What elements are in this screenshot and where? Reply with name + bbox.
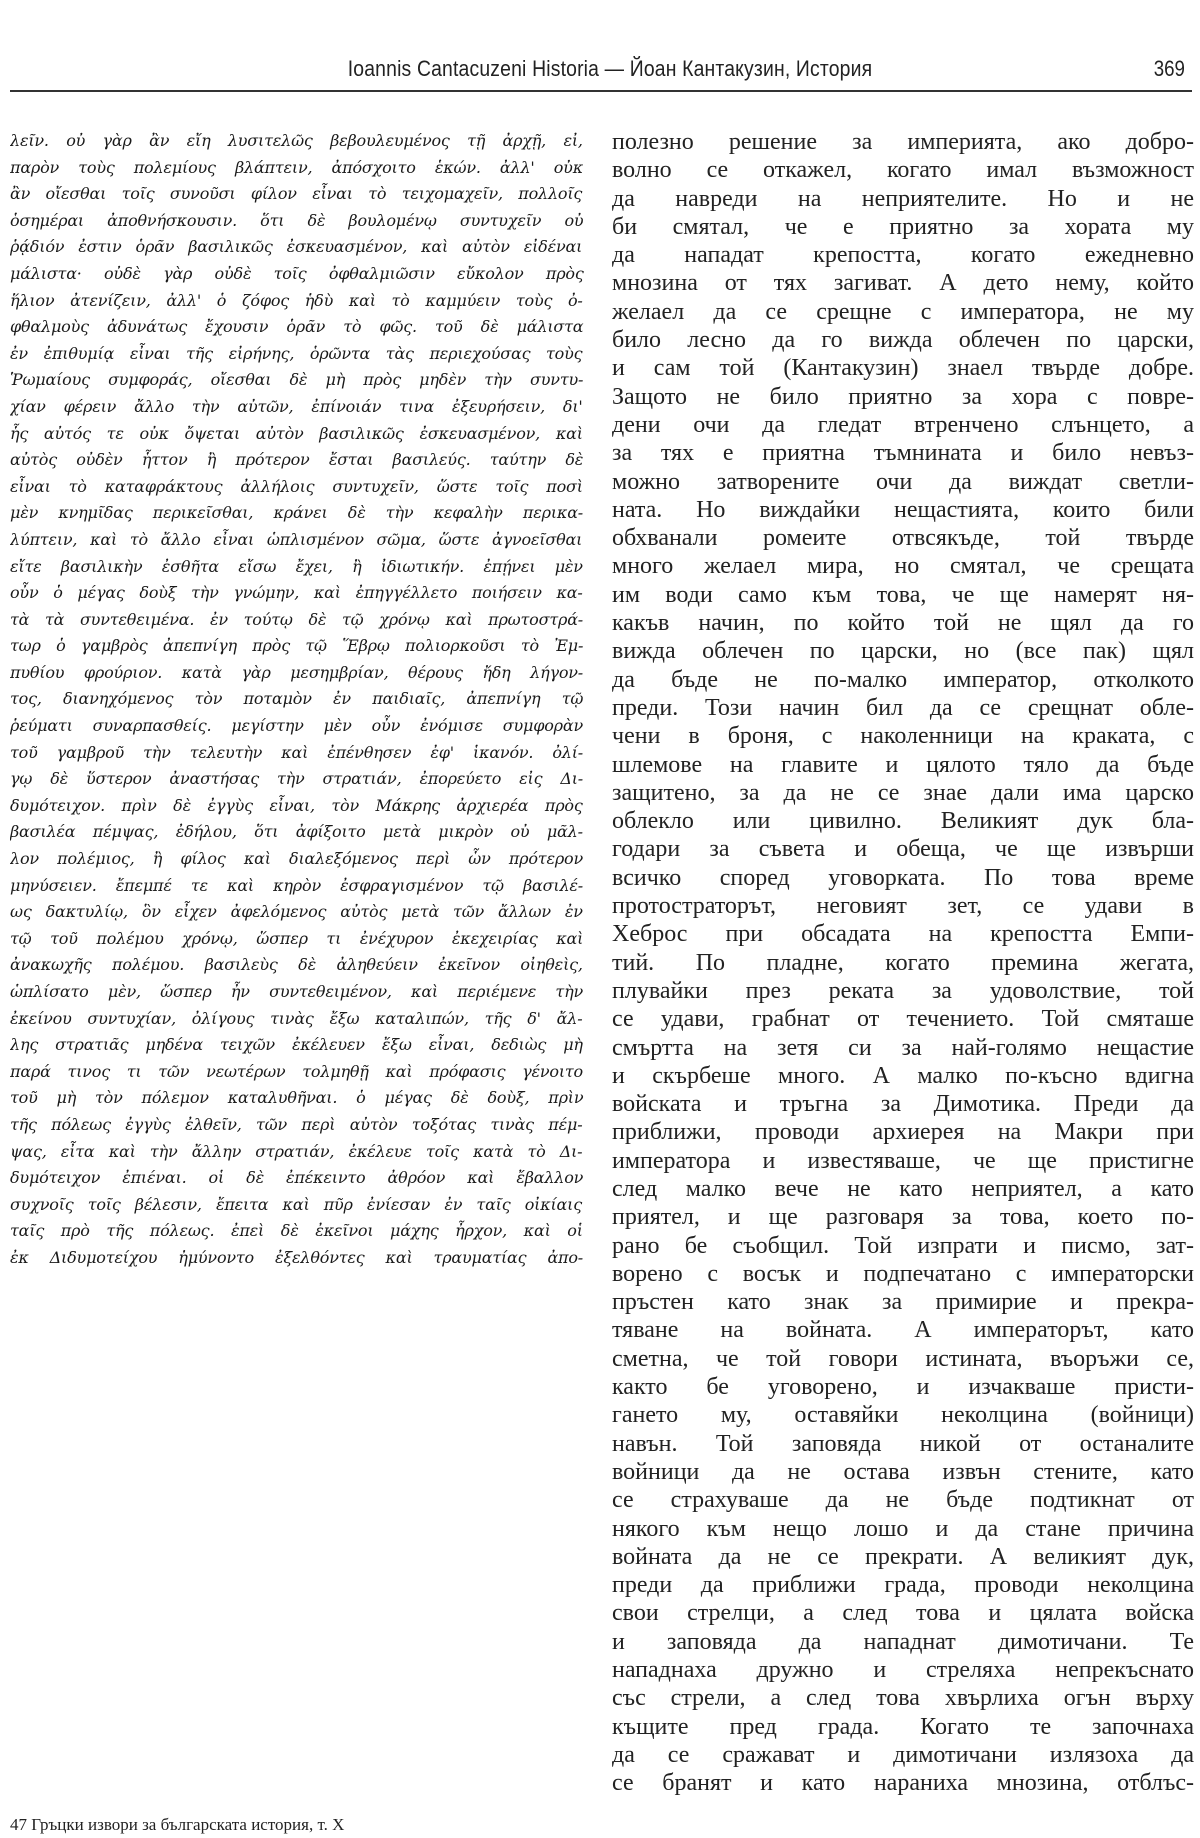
bulgarian-text-line: някого към нещо лошо и да стане причина xyxy=(612,1515,1194,1542)
bulgarian-text-line: със стрели, а след това хвърлиха огън върху xyxy=(612,1685,1194,1712)
bulgarian-text-line: нападнаха дружно и стреляха непрекъснато xyxy=(612,1657,1194,1684)
greek-text-line: μηνύσειεν. ἔπεμπέ τε καὶ κηρὸν ἐσφραγισμένον τῷ βασιλέ- xyxy=(10,875,583,895)
greek-text-line: δυμότειχον. πρὶν δὲ ἐγγὺς εἶναι, τὸν Μάκρης ἀρχιερέα πρὸς xyxy=(10,795,583,815)
bulgarian-text-line: смъртта на зетя си за най-голямо нещастие xyxy=(612,1034,1194,1061)
bulgarian-text-line: Защото не било приятно за хора с повре- xyxy=(612,383,1194,410)
bulgarian-text-line: всичко според уговорката. По това време xyxy=(612,864,1194,891)
bulgarian-text-line: императора и известяваше, че ще пристигне xyxy=(612,1147,1194,1174)
greek-text-line: οὖν ὁ μέγας δοὺξ τὴν γνώμην, καὶ ἐπηγγέλλετο ποιήσειν κα- xyxy=(10,583,583,603)
greek-text-line: εἶναι τὸ καταφράκτους ἀλλήλοις συντυχεῖν, ὥστε τοῖς ποσὶ xyxy=(10,476,583,496)
bulgarian-text-line: къщите пред града. Когато те започнаха xyxy=(612,1713,1194,1740)
bulgarian-text-line: да бъде не по-малко император, отколкото xyxy=(612,666,1194,693)
greek-text-line: ταῖς πρὸ τῆς πόλεως. ἐπεὶ δὲ ἐκεῖνοι μάχης ἦρχον, καὶ οἱ xyxy=(10,1221,583,1241)
header-title: Ioannis Cantacuzeni Historia — Йоан Кантакузин, История xyxy=(347,56,873,81)
bulgarian-text-line: сметна, че той говори истината, въоръжи се, xyxy=(612,1345,1194,1372)
running-header xyxy=(0,52,1200,86)
greek-text-line: ἐκ Διδυμοτείχου ἠμύνοντο ἐξελθόντες καὶ τραυματίας ἀπο- xyxy=(10,1247,584,1267)
bulgarian-text-line: за тях е приятна тъмнината и било невъз- xyxy=(612,440,1194,467)
greek-text-line: δυμότειχον ἐπιέναι. οἱ δὲ ἐπέκειντο ἀθρόον καὶ ἔβαλλον xyxy=(10,1168,584,1188)
bulgarian-text-line: пръстен като знак за примирие и прекра- xyxy=(612,1289,1194,1316)
bulgarian-text-line: облекло или цивилно. Великият дук бла- xyxy=(612,808,1194,835)
greek-text-line: ως δακτυλίῳ, ὃν εἶχεν ἀφελόμενος αὐτὸς μετὰ τῶν ἄλλων ἐν xyxy=(10,902,583,922)
bulgarian-text-line: обхванали ромеите отвсякъде, той твърде xyxy=(612,525,1194,552)
bulgarian-text-line: се удави, грабнат от течението. Той смяташе xyxy=(612,1006,1194,1033)
greek-text-line: ῥεύματι συναρπασθείς. μεγίστην μὲν οὖν ἐνόμισε συμφορὰν xyxy=(10,716,584,736)
greek-text-line: λον πολέμιος, ἢ φίλος καὶ διαλεξόμενος περὶ ὧν πρότερον xyxy=(10,849,584,869)
bulgarian-text-line: се бранят и като нараниха мнозина, отблъс- xyxy=(612,1770,1194,1797)
bulgarian-text-line: войници да не остава извън стените, като xyxy=(612,1458,1194,1485)
greek-text-line: ῥᾴδιόν ἐστιν ὁρᾶν βασιλικῶς ἐσκευασμένον, καὶ αὐτὸν εἰδέναι xyxy=(10,237,583,257)
greek-text-line: ἂν οἴεσθαι τοῖς συνοῦσι φίλον εἶναι τὸ τειχομαχεῖν, πολλοῖς xyxy=(10,184,583,204)
bulgarian-text-line: много желаел мира, но смятал, че срещата xyxy=(612,553,1194,580)
bulgarian-text-line: би смятал, че е приятно за хората му xyxy=(612,213,1194,240)
greek-text-line: λης στρατιᾶς μηδένα τειχῶν ἐκέλευεν ἔξω εἶναι, δεδιὼς μὴ xyxy=(10,1035,583,1055)
bulgarian-text-line: приятел, и ще разговаря за това, което по- xyxy=(612,1204,1194,1231)
greek-text-line: τῆς πόλεως ἐγγὺς ἐλθεῖν, τῶν περὶ αὐτὸν τοξότας τινὰς πέμ- xyxy=(10,1114,583,1134)
bulgarian-text-line: гането му, оставяйки неколцина (войници) xyxy=(612,1402,1194,1429)
bulgarian-text-line: и заповяда да нападнат димотичани. Те xyxy=(612,1628,1194,1655)
greek-text-line: ψας, εἶτα καὶ τὴν ἄλλην στρατιάν, ἐκέλευε τοῖς κατὰ τὸ Δι- xyxy=(10,1141,583,1161)
greek-text-line: ἐν ἐπιθυμίᾳ εἶναι τῆς εἰρήνης, ὁρῶντα τὰς περιεχούσας τοὺς xyxy=(10,343,583,363)
bulgarian-text-line: вижда облечен по царски, но (все пак) щял xyxy=(612,638,1194,665)
greek-text-line: ἐκείνου συντυχίαν, ὀλίγους τινὰς ἔξω καταλιπών, τῆς δ' ἄλ- xyxy=(10,1008,583,1028)
greek-text-line: τῷ τοῦ πολέμου χρόνῳ, ὥσπερ τι ἐνέχυρον ἐκεχειρίας καὶ xyxy=(10,928,584,948)
bulgarian-text-line: след малко вече не като неприятел, а като xyxy=(612,1175,1194,1202)
bulgarian-text-line: войната да не се прекрати. А великият дук, xyxy=(612,1543,1194,1570)
bulgarian-text-line: и сам той (Кантакузин) знаел твърде добре. xyxy=(612,355,1194,382)
bulgarian-text-line: дени очи да гледат втренчено слънцето, а xyxy=(612,411,1194,438)
bulgarian-text-line: и скърбеше много. А малко по-късно вдигна xyxy=(612,1062,1194,1089)
bulgarian-text-line: било лесно да го вижда облечен по царски, xyxy=(612,327,1194,354)
bulgarian-text-line: волно се откажел, когато имал възможност xyxy=(612,157,1194,184)
greek-text-line: ἧς αὐτός τε οὐκ ὄψεται αὐτὸν βασιλικῶς ἐσκευασμένον, καὶ xyxy=(10,423,583,443)
bulgarian-text-line: какъв начин, по който той не щял да го xyxy=(612,610,1194,637)
bulgarian-text-line: рано бе съобщил. Той изпрати и писмо, зат- xyxy=(612,1232,1194,1259)
greek-text-line: ὁσημέραι ἀποθνήσκουσιν. ὅτι δὲ βουλομένῳ συντυχεῖν οὐ xyxy=(10,210,584,230)
bulgarian-text-line: както бе уговорено, и изчакваше присти- xyxy=(612,1374,1194,1401)
greek-text-line: συχνοῖς τοῖς βέλεσιν, ἔπειτα καὶ πῦρ ἐνίεσαν ἐν ταῖς οἰκίαις xyxy=(10,1194,583,1214)
bulgarian-text-line: свои стрелци, а след това и цялата войска xyxy=(612,1600,1194,1627)
greek-text-line: ἀνακωχῆς πολέμου. βασιλεὺς δὲ ἀληθεύειν ἐκεῖνον οἰηθεὶς, xyxy=(10,955,583,975)
bulgarian-text-line: чени в броня, с наколенници на краката, с xyxy=(612,723,1194,750)
greek-text-line: μάλιστα· οὐδὲ γὰρ οὐδὲ τοῖς ὀφθαλμιῶσιν εὔκολον πρὸς xyxy=(10,263,584,283)
bulgarian-text-line: ворено с восък и подпечатано с императорски xyxy=(612,1260,1194,1287)
bulgarian-text-line: преди да приближи града, проводи неколцина xyxy=(612,1572,1194,1599)
bulgarian-text-line: преди. Този начин бил да се срещнат обле- xyxy=(612,694,1194,721)
bulgarian-text-line: желаел да се срещне с императора, не му xyxy=(612,298,1194,325)
greek-text-line: ἥλιον ἀτενίζειν, ἀλλ' ὁ ζόφος ἡδὺ καὶ τὸ καμμύειν τοὺς ὀ- xyxy=(10,290,583,310)
greek-text-line: τοῦ γαμβροῦ τὴν τελευτὴν καὶ ἐπένθησεν ἐφ' ἱκανόν. ὀλί- xyxy=(10,742,584,762)
bulgarian-text-line: полезно решение за империята, ако добро- xyxy=(612,129,1194,155)
bulgarian-translation-column xyxy=(612,128,1194,1798)
bulgarian-text-line: ната. Но виждайки нещастията, които били xyxy=(612,496,1194,523)
bulgarian-text-line: навън. Той заповяда никой от останалите xyxy=(612,1430,1194,1457)
greek-text-line: τωρ ὁ γαμβρὸς ἀπεπνίγη πρὸς τῷ Ἕβρῳ πολιορκοῦσι τὸ Ἐμ- xyxy=(10,636,584,656)
bulgarian-text-line: защитено, за да не се знае дали има царско xyxy=(612,779,1194,806)
bulgarian-text-line: се страхуваше да не бъде подтикнат от xyxy=(612,1487,1194,1514)
greek-text-line: τος, διανηχόμενος τὸν ποταμὸν ἐν παιδιαῖς, ἀπεπνίγη τῷ xyxy=(10,689,584,709)
greek-text-line: Ῥωμαίους συμφοράς, οἴεσθαι δὲ μὴ πρὸς μηδὲν τὴν συντυ- xyxy=(10,370,584,390)
page-number: 369 xyxy=(1154,56,1186,81)
bulgarian-text-line: плувайки през реката за удоволствие, той xyxy=(612,977,1194,1004)
bulgarian-text-line: годари за съвета и обеща, че ще извърши xyxy=(612,836,1194,863)
greek-text-line: λεῖν. οὐ γὰρ ἂν εἴη λυσιτελῶς βεβουλευμένος τῇ ἀρχῇ, εἰ, xyxy=(10,131,583,150)
bulgarian-text-line: протостраторът, неговият зет, се удави в xyxy=(612,893,1194,920)
greek-text-line: γῳ δὲ ὕστερον ἀναστήσας τὴν στρατιάν, ἐπορεύετο εἰς Δι- xyxy=(10,769,584,789)
bulgarian-text-line: им води само към това, че ще намерят ня- xyxy=(612,581,1194,608)
bulgarian-text-line: да нападат крепостта, когато ежедневно xyxy=(612,242,1194,269)
bulgarian-text-line: Хеброс при обсадата на крепостта Емпи- xyxy=(612,921,1194,948)
footer-signature: 47 Гръцки извори за българската история, т. X xyxy=(10,1815,345,1834)
bulgarian-text-line: можно затворените очи да виждат светли- xyxy=(612,468,1194,495)
greek-text-line: εἴτε βασιλικὴν ἐσθῆτα εἴσω ἔχει, ἢ ἰδιωτικήν. ἐπῄνει μὲν xyxy=(10,556,583,576)
bulgarian-text-line: мнозина от тях загиват. А дето нему, който xyxy=(612,270,1194,297)
greek-text-line: παρὸν τοὺς πολεμίους βλάπτειν, ἀπόσχοιτο ἑκών. ἀλλ' οὐκ xyxy=(10,157,583,177)
bulgarian-text-line: шлемове на главите и цялото тяло да бъде xyxy=(612,751,1194,778)
bulgarian-text-line: войската и тръгна за Димотика. Преди да xyxy=(612,1091,1194,1118)
header-rule xyxy=(10,90,1192,92)
bulgarian-text-line: да се сражават и димотичани излязоха да xyxy=(612,1741,1194,1768)
greek-text-line: χίαν φέρειν ἄλλο τὴν αὐτῶν, ἐπίνοιάν τινα ἐξευρήσειν, δι' xyxy=(10,396,583,416)
greek-text-line: βασιλέα πέμψας, ἐδήλου, ὅτι ἀφίξοιτο μετὰ μικρὸν οὐ μᾶλ- xyxy=(10,822,583,842)
bulgarian-text-line: да навреди на неприятелите. Но и не xyxy=(612,185,1194,212)
greek-text-line: πυθίου φρούριον. κατὰ γὰρ μεσημβρίαν, θέρους ἤδη λήγον- xyxy=(10,662,584,682)
greek-text-line: φθαλμοὺς ἀδυνάτως ἔχουσιν ὁρᾶν τὸ φῶς. τοῦ δὲ μάλιστα xyxy=(10,317,584,337)
bulgarian-text-line: приближи, проводи архиерея на Макри при xyxy=(612,1119,1194,1146)
greek-text-column xyxy=(10,128,594,1272)
greek-text-line: μὲν κνημῖδας περικεῖσθαι, κράνει δὲ τὴν κεφαλὴν περικα- xyxy=(10,503,584,523)
greek-text-line: ὡπλίσατο μὲν, ὥσπερ ἦν συντεθειμένον, καὶ περιέμενε τὴν xyxy=(10,982,584,1001)
greek-text-line: λύπτειν, καὶ τὸ ἄλλο εἶναι ὡπλισμένον σῶμα, ὥστε ἀγνοεῖσθαι xyxy=(10,529,583,549)
greek-text-line: τὰ τὰ συντεθειμένα. ἐν τούτῳ δὲ τῷ χρόνῳ καὶ πρωτοστρά- xyxy=(10,609,584,629)
bulgarian-text-line: тяване на войната. А императорът, като xyxy=(612,1317,1194,1344)
greek-text-line: αὐτὸς οὐδὲν ἧττον ἢ πρότερον ἔσται βασιλεύς. ταύτην δὲ xyxy=(10,450,584,470)
greek-text-line: παρά τινος τι τῶν νεωτέρων τολμηθῇ καὶ πρόφασις γένοιτο xyxy=(10,1061,583,1081)
greek-text-line: τοῦ μὴ τὸν πόλεμον καταλυθῆναι. ὁ μέγας δὲ δοὺξ, πρὶν xyxy=(10,1088,584,1108)
bulgarian-text-line: тий. По пладне, когато премина жегата, xyxy=(612,949,1194,976)
